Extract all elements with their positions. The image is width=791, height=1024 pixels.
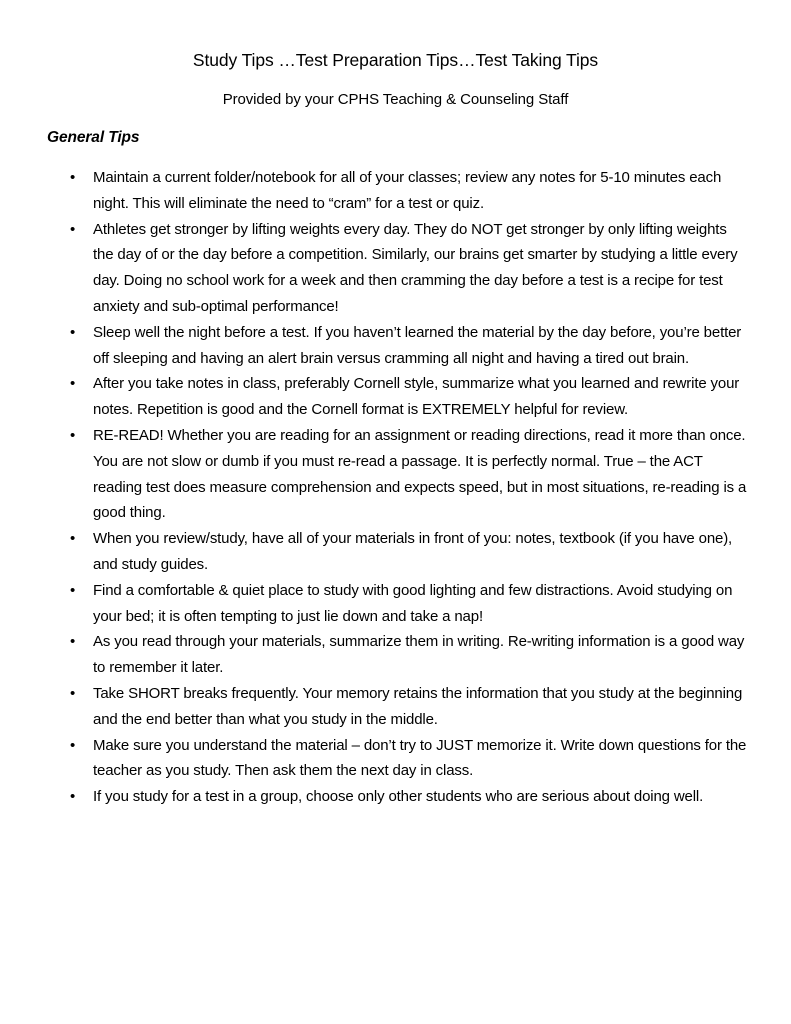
- bullet-icon: •: [70, 736, 76, 754]
- tip-list-item: [0, 371, 791, 423]
- tip-list-item: [0, 681, 791, 733]
- tip-text: Athletes get stronger by lifting weights every day. They do NOT get stronger by only lifting weights the day of or the day before a competition. Similarly, our brains get smarter by studying a little every day. Doing no school work for a week and then cramming the day before a test is a recipe for test anxiety and sub-optimal performance!: [93, 220, 738, 315]
- bullet-icon: •: [70, 581, 76, 599]
- tip-text: Make sure you understand the material – don’t try to JUST memorize it. Write down questions for the teacher as you study. Then ask them the next day in class.: [93, 736, 747, 780]
- tip-text: As you read through your materials, summarize them in writing. Re-writing information is a good way to remember it later.: [93, 633, 745, 677]
- tip-text: Find a comfortable & quiet place to study with good lighting and few distractions. Avoid studying on your bed; it is often tempting to just lie down and take a nap!: [93, 581, 733, 625]
- bullet-icon: •: [70, 530, 76, 548]
- tip-list-item: [0, 784, 791, 810]
- tip-list-item: [0, 217, 791, 320]
- tip-text: If you study for a test in a group, choose only other students who are serious about doing well.: [93, 788, 704, 806]
- bullet-icon: •: [70, 169, 76, 186]
- tip-list-item: [0, 733, 791, 785]
- general-tips-list: [0, 165, 791, 810]
- document-title: Study Tips …Test Preparation Tips…Test Taking Tips: [192, 50, 599, 70]
- bullet-icon: •: [70, 633, 76, 651]
- tip-list-item: [0, 165, 791, 217]
- bullet-icon: •: [70, 788, 76, 806]
- tip-list-item: [0, 423, 791, 526]
- bullet-icon: •: [70, 375, 76, 393]
- tip-list-item: [0, 320, 791, 372]
- tip-text: RE-READ! Whether you are reading for an assignment or reading directions, read it more than once. You are not slow or dumb if you must re-read a passage. It is perfectly normal. True – the ACT reading test does measure comprehension and expects speed, but in most situations, re-reading is a good thing.: [93, 426, 747, 522]
- bullet-icon: •: [70, 426, 76, 444]
- bullet-icon: •: [70, 220, 76, 238]
- tip-text: After you take notes in class, preferably Cornell style, summarize what you learned and rewrite your notes. Repetition is good and the Cornell format is EXTREMELY helpful for review.: [93, 375, 740, 419]
- bullet-icon: •: [70, 323, 76, 341]
- tip-list-item: [0, 578, 791, 630]
- tip-text: Take SHORT breaks frequently. Your memory retains the information that you study at the beginning and the end better than what you study in the middle.: [93, 684, 743, 728]
- tip-list-item: [0, 526, 791, 578]
- tip-text: Maintain a current folder/notebook for all of your classes; review any notes for 5-10 minutes each night. This will eliminate the need to “cram” for a test or quiz.: [93, 169, 722, 212]
- bullet-icon: •: [70, 684, 76, 702]
- tip-text: When you review/study, have all of your materials in front of you: notes, textbook (if you have one), and study guides.: [93, 530, 733, 573]
- tip-text: Sleep well the night before a test. If you haven’t learned the material by the day before, you’re better off sleeping and having an alert brain versus cramming all night and having a tired out brain.: [93, 323, 742, 367]
- tip-list-item: [0, 629, 791, 681]
- document-subtitle: Provided by your CPHS Teaching & Counseling Staff: [222, 91, 569, 108]
- section-heading-general-tips: General Tips: [47, 129, 140, 146]
